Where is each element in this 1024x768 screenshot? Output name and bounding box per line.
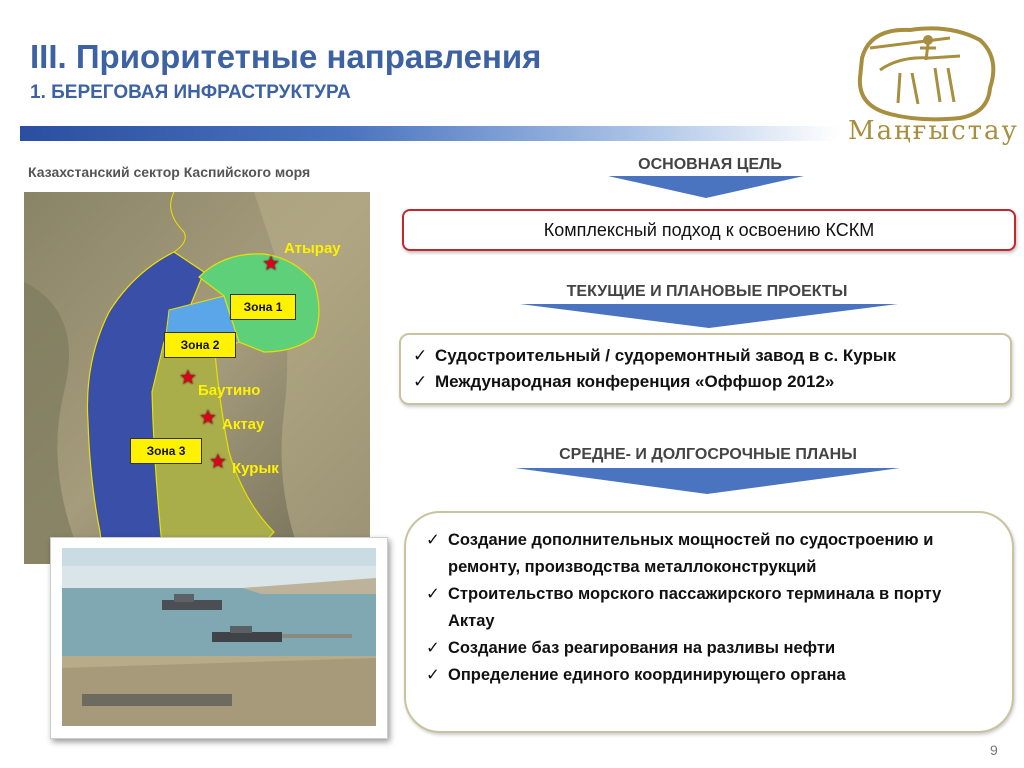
longterm-arrow-icon (515, 468, 900, 494)
atyrau-star-icon: ★ (262, 253, 280, 275)
goal-box (402, 209, 1016, 251)
longterm-plan-text: Создание баз реагирования на разливы нефти (448, 639, 836, 657)
port-photo (62, 548, 376, 726)
list-item (418, 527, 992, 581)
header-gradient-bar (20, 126, 840, 141)
list-item (405, 343, 1010, 369)
zone-3-label: Зона 3 (130, 438, 202, 464)
checkmark-icon: ✓ (413, 372, 428, 391)
checkmark-icon: ✓ (413, 346, 428, 365)
caspian-sector-map (24, 192, 370, 564)
aktau-star-icon: ★ (199, 407, 217, 429)
list-item (418, 635, 992, 662)
goal-heading: ОСНОВНАЯ ЦЕЛЬ (638, 156, 782, 173)
current-project-text: Судостроительный / судоремонтный завод в с. Курык (435, 346, 896, 365)
list-item (405, 369, 1010, 395)
checkmark-icon: ✓ (426, 639, 440, 657)
port-photo-frame (50, 537, 388, 739)
goal-text: Комплексный подход к освоению КСКМ (543, 220, 875, 240)
checkmark-icon: ✓ (426, 666, 440, 684)
kuryk-star-icon: ★ (209, 451, 227, 473)
current-project-text: Международная конференция «Оффшор 2012» (435, 372, 835, 391)
longterm-plan-text: Создание дополнительных мощностей по судостроению и ремонту, производства металлоконструкций (448, 531, 934, 576)
city-atyrau: Атырау (284, 240, 341, 257)
longterm-plan-text: Строительство морского пассажирского терминала в порту Актау (448, 585, 942, 630)
zone-1-label: Зона 1 (230, 294, 296, 320)
zone-2-label: Зона 2 (164, 332, 236, 358)
longterm-plan-text: Определение единого координирующего органа (448, 666, 846, 684)
bautino-star-icon: ★ (179, 367, 197, 389)
list-item (418, 662, 992, 689)
current-projects-heading: ТЕКУЩИЕ И ПЛАНОВЫЕ ПРОЕКТЫ (566, 283, 848, 300)
current-projects-box (399, 333, 1012, 405)
city-kuryk: Курык (232, 460, 279, 477)
longterm-heading: СРЕДНЕ- И ДОЛГОСРОЧНЫЕ ПЛАНЫ (559, 446, 857, 463)
list-item (418, 581, 992, 635)
logo-text: Маңғыстау (848, 116, 1019, 146)
checkmark-icon: ✓ (426, 531, 440, 549)
longterm-plans-box (404, 511, 1014, 733)
goal-arrow-icon (608, 176, 804, 198)
checkmark-icon: ✓ (426, 585, 440, 603)
city-bautino: Баутино (198, 382, 261, 399)
slide-title: III. Приоритетные направления (30, 38, 542, 75)
current-arrow-icon (520, 304, 898, 328)
page-number: 9 (990, 742, 998, 758)
slide-subtitle: 1. БЕРЕГОВАЯ ИНФРАСТРУКТУРА (30, 82, 351, 103)
map-caption: Казахстанский сектор Каспийского моря (28, 164, 311, 180)
city-aktau: Актау (222, 416, 265, 433)
